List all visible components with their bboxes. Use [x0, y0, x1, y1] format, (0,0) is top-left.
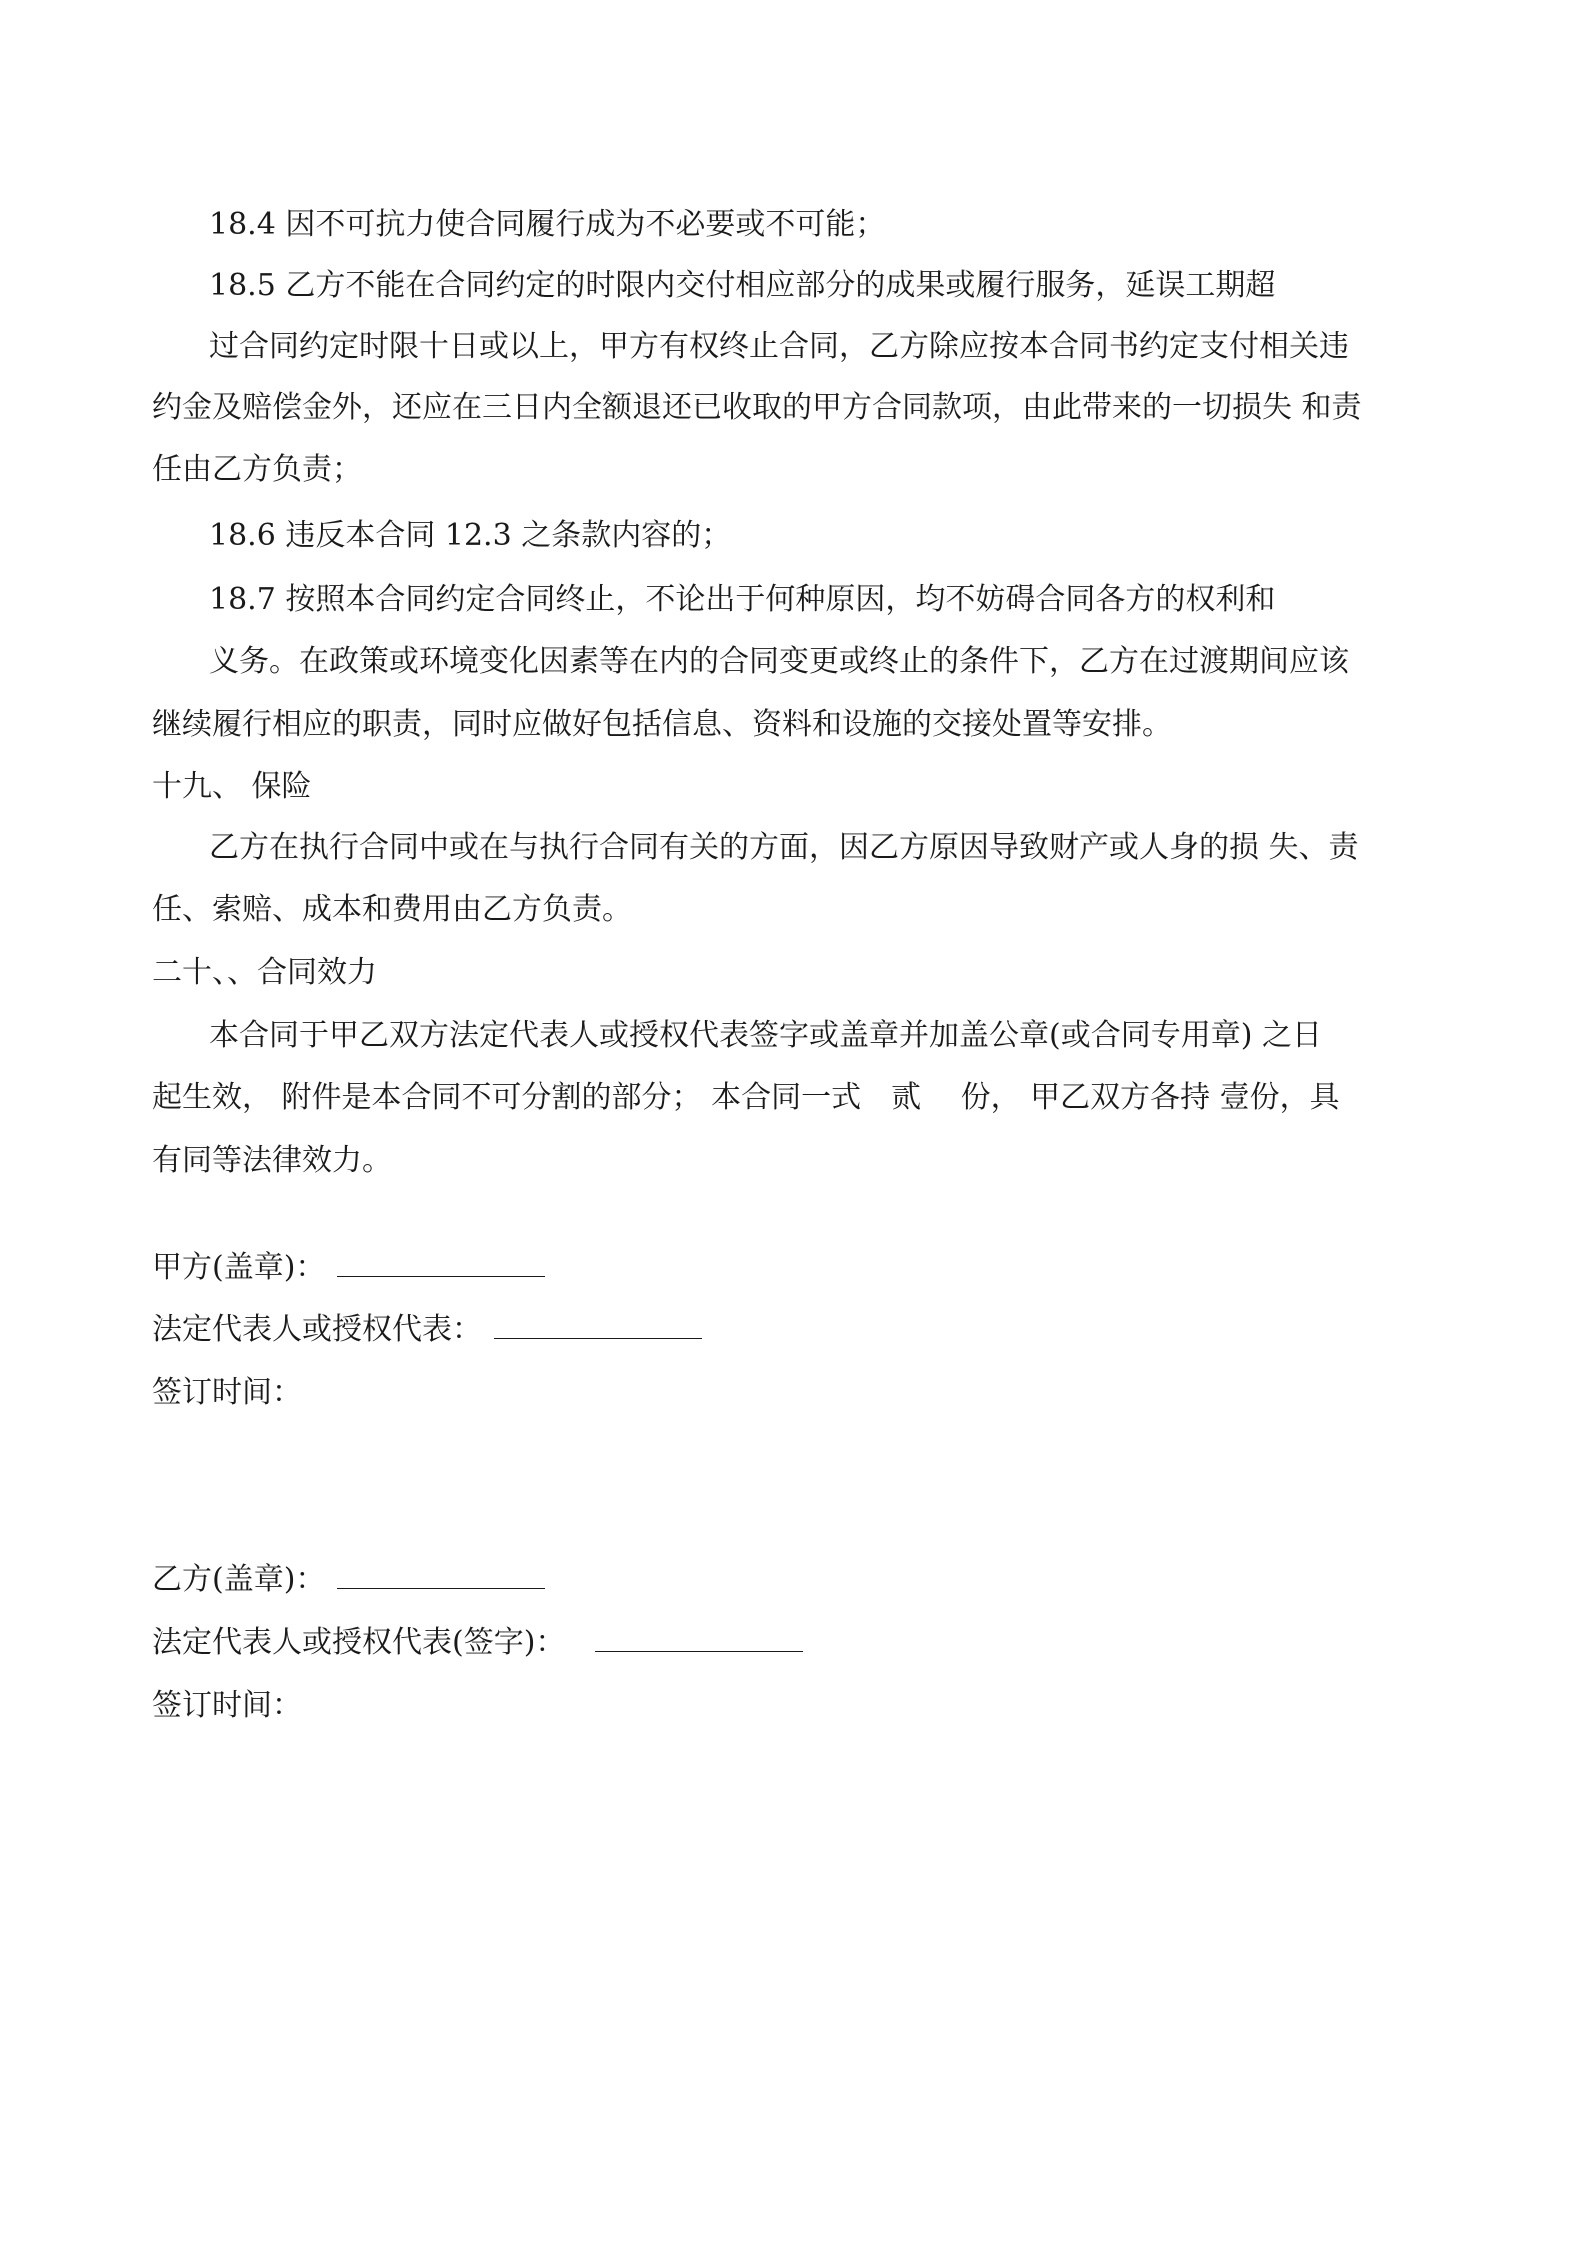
party-a-rep-label: 法定代表人或授权代表： [152, 1312, 482, 1347]
party-b-seal-label: 乙方(盖章)： [152, 1562, 326, 1597]
section-20-paragraph-line-3: 有同等法律效力。 [152, 1143, 392, 1178]
party-a-rep-row [152, 1310, 1442, 1350]
party-a-date-label: 签订时间： [152, 1375, 302, 1410]
clause-18-4: 18.4 因不可抗力使合同履行成为不必要或不可能； [209, 207, 886, 242]
party-b-seal-row [152, 1560, 1442, 1600]
clause-18-5-line-4: 任由乙方负责； [152, 452, 362, 487]
party-a-rep-blank[interactable] [494, 1310, 702, 1339]
clause-18-5-line-2: 过合同约定时限十日或以上，甲方有权终止合同，乙方除应按本合同书约定支付相关违 [209, 329, 1349, 364]
clause-18-6: 18.6 违反本合同 12.3 之条款内容的； [209, 518, 732, 553]
party-b-rep-label: 法定代表人或授权代表(签字)： [152, 1625, 566, 1660]
party-a-seal-blank[interactable] [337, 1248, 545, 1277]
party-a-seal-row [152, 1248, 1442, 1288]
party-b-rep-blank[interactable] [595, 1623, 803, 1652]
party-b-date-label: 签订时间： [152, 1688, 302, 1723]
party-a-seal-label: 甲方(盖章)： [152, 1250, 326, 1285]
party-b-seal-blank[interactable] [337, 1560, 545, 1589]
clause-18-5-line-3: 约金及赔偿金外，还应在三日内全额退还已收取的甲方合同款项，由此带来的一切损失 和责 [152, 390, 1362, 425]
clause-18-5-line-1: 18.5 乙方不能在合同约定的时限内交付相应部分的成果或履行服务，延误工期超 [209, 268, 1276, 303]
clause-18-7-line-3: 继续履行相应的职责，同时应做好包括信息、资料和设施的交接处置等安排。 [152, 707, 1172, 742]
clause-18-7-line-1: 18.7 按照本合同约定合同终止，不论出于何种原因，均不妨碍合同各方的权利和 [209, 582, 1276, 617]
clause-18-7-line-2: 义务。在政策或环境变化因素等在内的合同变更或终止的条件下，乙方在过渡期间应该 [209, 644, 1349, 679]
section-19-heading: 十九、 保险 [152, 769, 312, 804]
party-b-rep-row [152, 1623, 1442, 1663]
section-19-paragraph-line-2: 任、索赔、成本和费用由乙方负责。 [152, 892, 632, 927]
section-20-heading: 二十、、合同效力 [152, 955, 377, 990]
section-20-paragraph-line-1: 本合同于甲乙双方法定代表人或授权代表签字或盖章并加盖公章(或合同专用章) 之日 [209, 1018, 1322, 1053]
section-20-paragraph-line-2: 起生效， 附件是本合同不可分割的部分； 本合同一式 贰 份， 甲乙双方各持 壹份，具 [152, 1080, 1340, 1115]
section-19-paragraph-line-1: 乙方在执行合同中或在与执行合同有关的方面，因乙方原因导致财产或人身的损 失、责 [209, 830, 1359, 865]
